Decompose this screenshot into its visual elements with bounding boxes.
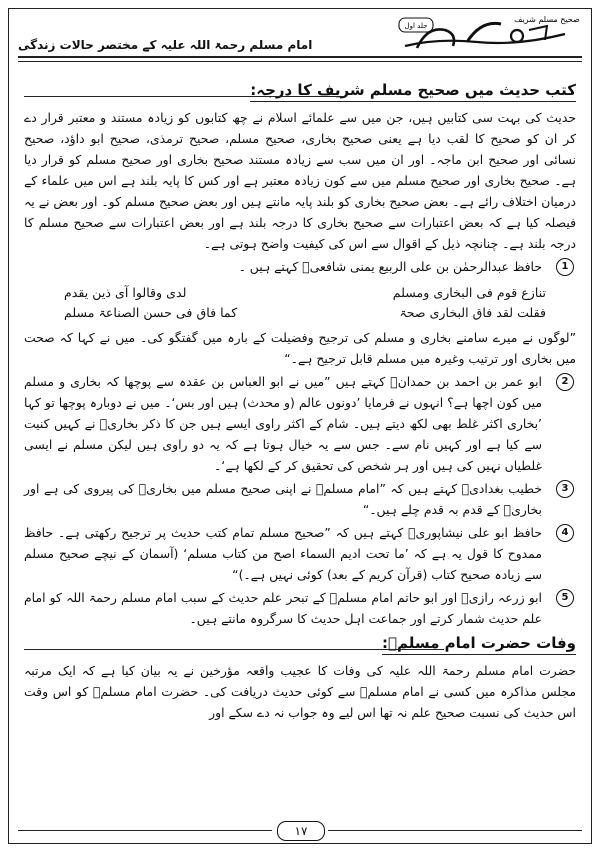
heading-underline <box>24 96 344 97</box>
poem-hemistich: لدی وقالوا آی ذین یقدم <box>64 285 187 300</box>
item-text: حافظ ابو علی نیشاپوریؒ کہتے ہیں کہ ”صحیح مسلم تمام کتب حدیث پر ترجیح رکھتی ہے۔ حافظ ممدوح کا قول یہ ہے کہ ’ما تحت ادیم السماء اصح من کتاب مسلم‘ (آسمان کے نیچے صحیح مسلم سے زیادہ صحیح کتاب (قرآن کریم کے بعد) کوئی نہیں ہے۔)“ <box>24 525 542 582</box>
rank-heading <box>24 80 576 101</box>
footer-rule <box>328 830 582 831</box>
footer-rule <box>18 830 272 831</box>
item-1 <box>24 256 576 277</box>
page-number: ۱۷ <box>277 821 325 841</box>
item-number: 4 <box>556 524 574 542</box>
poem-hemistich: فقلت لقد فاق البخاری صحۃ <box>399 305 546 320</box>
header-rule <box>18 56 582 62</box>
item-number: 2 <box>556 373 574 391</box>
death-heading-text: وفات حضرت امام مسلمؒ: <box>382 634 576 655</box>
item-4 <box>24 522 576 585</box>
item-text: ابو عمر بن احمد بن حمدانؒ کہتے ہیں ”میں نے ابو العباس بن عقدہ سے پوچھا کہ بخاری و مسلم میں کون اچھا ہے؟ انہوں نے فرمایا ’دونوں عالم (و محدث) ہیں اور بس‘۔ میں نے دوبارہ پوچھا تو کہا ’بخاری اکثر غلط بھی لکھ دیتے ہیں۔ شام کے اکثر راوی ایسے ہیں جن کا ذکر بخاریؒ نے کہیں کنیت سے کیا ہے اور کہیں نام سے۔ جس سے یہ خیال ہوتا ہے کہ یہ دو راوی ہیں لیکن مسلم نے ایسی غلطیاں نہیں کی ہیں اور ہر شخص کی تحقیق کر کے لکھا ہے‘۔ <box>24 374 542 473</box>
poem-translation: ”لوگوں نے میرے سامنے بخاری و مسلم کی ترجیح وفضیلت کے بارہ میں گفتگو کی۔ میں نے کہا کہ صحت میں بخاری اور ترتیب وغیرہ میں مسلم قابل ترجیح ہے۔“ <box>24 330 576 366</box>
page-header <box>18 12 582 58</box>
intro-paragraph: حدیث کی بہت سی کتابیں ہیں، جن میں سے علمائے اسلام نے چھ کتابوں کو زیادہ مستند و معتبر قرار دے کر ان کو صحیح کا لقب دیا ہے یعنی صحیح بخاری، صحیح مسلم، صحیح ترمذی، صحیح ابو داؤد، صحیح نسائی اور صحیح ابن ماجہ۔ اور ان میں سب سے زیادہ مستند صحیح بخاری اور صحیح مسلم کو قرار دیا ہے۔ صحیح بخاری اور صحیح مسلم میں سے کون زیادہ معتبر ہے اور کس کا پایہ بلند ہے اس میں علماء کے درمیان اختلاف رائے ہے۔ بعض صحیح بخاری کو بلند پایہ مانتے ہیں اور بعض صحیح مسلم کو۔ اور بعض نے یہ فیصلہ کیا ہے کہ بعض اعتبارات سے صحیح بخاری کا درجہ بلند ہے اور بعض اعتبارات سے صحیح مسلم کا درجہ بلند ہے۔ چنانچہ ذیل کے اقوال سے اس کی کیفیت واضح ہوتی ہے۔ <box>24 110 576 251</box>
item-text: حافظ عبدالرحمٰن بن علی الربیع یمنی شافعیؒ کہتے ہیں ۔ <box>238 259 542 274</box>
item-text: خطیب بغدادیؒ کہتے ہیں کہ ”امام مسلمؒ نے اپنی صحیح مسلم میں بخاریؒ کی پیروی کی ہے اور بخاریؒ کے قدم بہ قدم چلے ہیں۔“ <box>24 481 542 517</box>
logo-text: صحیح مسلم شریف <box>514 15 580 24</box>
item-number: 5 <box>556 589 574 607</box>
book-logo <box>397 12 580 54</box>
volume-label: جلد اول <box>404 22 428 30</box>
poem-line <box>24 303 576 323</box>
running-title: امام مسلم رحمۃ اللہ علیہ کے مختصر حالات زندگی <box>18 38 313 52</box>
death-heading <box>24 633 576 654</box>
arabic-poem <box>24 283 576 323</box>
death-paragraph: حضرت امام مسلم رحمۃ اللہ علیہ کی وفات کا عجیب واقعہ مؤرخین نے یہ بیان کیا ہے کہ ایک مرتبہ مجلس مذاکرہ میں کسی نے امام مسلمؒ سے کوئی حدیث دریافت کی۔ حضرت امام مسلمؒ کو اس وقت اس حدیث کی نسبت صحیح علم نہ تھا اس لیے وہ جواب نہ دے سکے اور <box>24 663 576 720</box>
rank-heading-text: کتب حدیث میں صحیح مسلم شریف کا درجہ: <box>250 81 576 102</box>
page-content <box>24 76 576 723</box>
poem-hemistich: کما فاق فی حسن الصناعۃ مسلم <box>64 305 238 320</box>
poem-hemistich: تنازع قوم فی البخاری ومسلم <box>392 285 546 300</box>
item-number: 3 <box>556 480 574 498</box>
item-3 <box>24 478 576 520</box>
item-text: ابو زرعہ رازیؒ اور ابو حاتم امام مسلمؒ کے تبحر علم حدیث کے سبب امام مسلم رحمۃ اللہ کو امام علم حدیث شمار کرتے اور جماعت اہل حدیث کا سرگروہ مانتے ہیں۔ <box>24 590 542 626</box>
item-2 <box>24 371 576 476</box>
item-number: 1 <box>556 258 574 276</box>
poem-line <box>24 283 576 303</box>
item-5 <box>24 587 576 629</box>
heading-underline <box>24 649 444 650</box>
